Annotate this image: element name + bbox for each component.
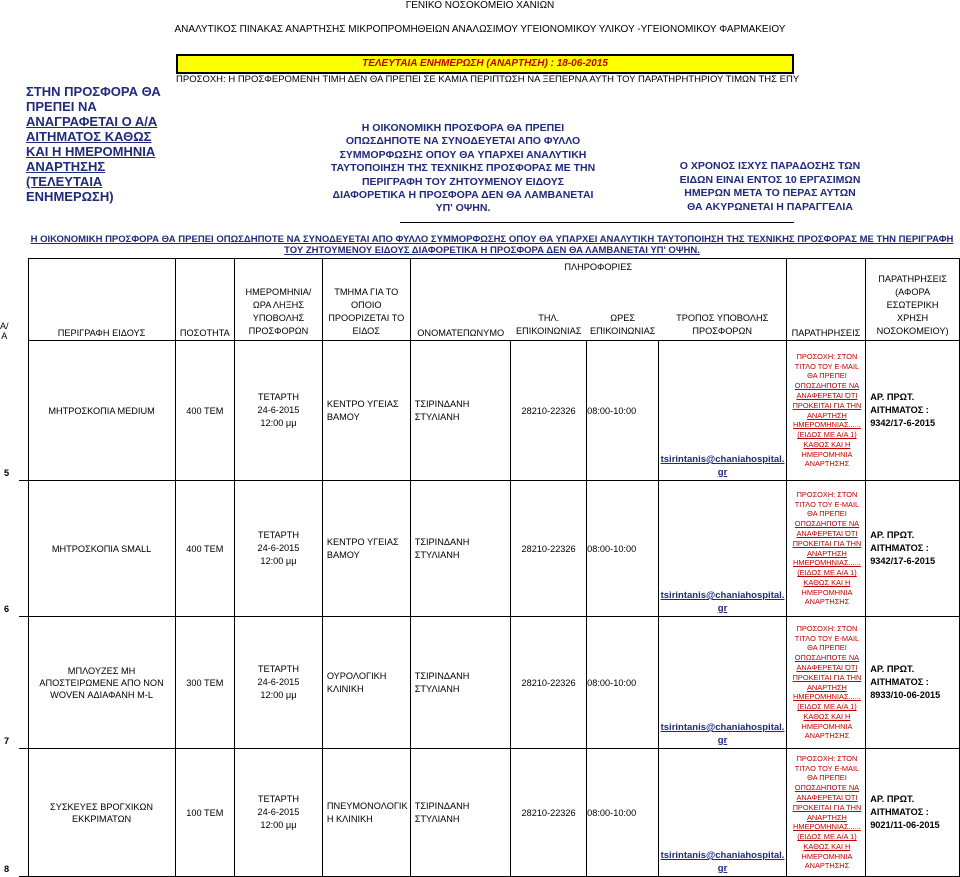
item-deadline: 12:00 μμ xyxy=(260,690,297,700)
remark-line: ΠΡΟΣΟΧΗ: ΣΤΟΝ xyxy=(796,351,858,361)
item-deadline: ΤΕΤΑΡΤΗ xyxy=(257,664,300,674)
remark-line: (ΕΙΔΟΣ ΜΕ Α/Α 1) xyxy=(797,430,857,440)
row-number: 6 xyxy=(4,604,10,614)
contact-name: ΤΣΙΡΙΝΔΑΝΗ xyxy=(414,670,470,681)
request-protocol: ΑΙΤΗΜΑΤΟΣ : xyxy=(870,807,929,817)
col-submit: ΤΡΟΠΟΣ ΥΠΟΒΟΛΗΣ xyxy=(676,313,769,323)
remark-line: ΑΝΑΦΕΡΕΤΑΙ ΌΤΙ xyxy=(796,390,858,400)
item-department: ΒΑΜΟΥ xyxy=(326,549,360,560)
request-protocol: ΑΙΤΗΜΑΤΟΣ : xyxy=(870,405,929,415)
col-remarks: ΠΑΡΑΤΗΡΗΣΕΙΣ xyxy=(791,328,861,338)
row-number: 5 xyxy=(4,468,10,478)
email-link-text: gr xyxy=(717,863,728,874)
table-row xyxy=(19,749,960,877)
email-link-text: tsirintanis@chaniahospital. xyxy=(660,454,785,465)
col-remarks2: ΠΑΡΑΤΗΡΗΣΕΙΣ xyxy=(878,274,947,284)
email-link[interactable] xyxy=(659,849,785,875)
email-link-text: gr xyxy=(717,467,728,478)
left-note-line: ΑΙΤΗΜΑΤΟΣ ΚΑΘΩΣ xyxy=(26,129,152,144)
center-note-line: ΠΕΡΙΓΡΑΦΗ ΤΟΥ ΖΗΤΟΥΜΕΝΟΥ ΕΙΔΟΥΣ xyxy=(361,175,565,188)
item-description: ΜΠΛΟΥΖΕΣ ΜΗ xyxy=(67,665,136,676)
email-link[interactable] xyxy=(659,589,785,615)
item-quantity: 100 ΤΕΜ xyxy=(186,807,224,818)
remark-line: ΑΝΑΦΕΡΕΤΑΙ ΌΤΙ xyxy=(796,792,858,802)
item-department: ΚΛΙΝΙΚΗ xyxy=(326,683,364,694)
remark-line: ΘΑ ΠΡΕΠΕΙ xyxy=(807,509,847,519)
col-phone: ΤΗΛ. xyxy=(538,313,560,323)
remark-line: ΑΝΑΡΤΗΣΗ xyxy=(807,682,847,692)
request-protocol: ΑΙΤΗΜΑΤΟΣ : xyxy=(870,677,929,687)
contact-name: ΣΤΥΛΙΑΝΗ xyxy=(414,813,460,824)
page-subtitle: ΑΝΑΛΥΤΙΚΟΣ ΠΙΝΑΚΑΣ ΑΝΑΡΤΗΣΗΣ ΜΙΚΡΟΠΡΟΜΗΘΕΙΩΝ ΑΝΑΛΩΣΙΜΟΥ ΥΓΕΙΟΝΟΜΙΚΟΥ ΥΛΙΚΟΥ -ΥΓΕΙΟΝΟΜΙΚΟΥ ΦΑΡΜΑΚΕΙΟΥ xyxy=(174,24,786,35)
item-deadline: 12:00 μμ xyxy=(260,820,297,830)
remark-line: ΤΙΤΛΟ ΤΟΥ E-MAIL xyxy=(794,763,860,773)
col-dept: ΠΡΟΟΡΙΖΕΤΑΙ ΤΟ xyxy=(328,313,405,323)
remark-line: ΚΑΘΩΣ ΚΑΙ Η xyxy=(803,711,851,721)
item-deadline: ΤΕΤΑΡΤΗ xyxy=(257,794,300,804)
request-protocol: 8933/10-06-2015 xyxy=(870,690,941,700)
item-department: Η ΚΛΙΝΙΚΗ xyxy=(326,813,373,824)
item-deadline: 24-6-2015 xyxy=(257,807,300,817)
table-row xyxy=(19,341,960,481)
email-link-text: gr xyxy=(717,603,728,614)
item-department: ΚΕΝΤΡΟ ΥΓΕΙΑΣ xyxy=(326,398,399,409)
left-note-line: ΑΝΑΓΡΑΦΕΤΑΙ Ο Α/Α xyxy=(26,114,158,129)
contact-name: ΤΣΙΡΙΝΔΑΝΗ xyxy=(414,398,470,409)
col-deadline: ΗΜΕΡΟΜΗΝΙΑ/ xyxy=(245,287,312,297)
request-protocol: 9021/11-06-2015 xyxy=(870,820,940,830)
last-update-text: ΤΕΛΕΥΤΑΙΑ ΕΝΗΜΕΡΩΣΗ (ΑΝΑΡΤΗΣΗ) : 18-06-2015 xyxy=(362,58,608,69)
left-note-line: ΣΤΗΝ ΠΡΟΣΦΟΡΑ ΘΑ xyxy=(26,84,161,99)
remark-line: ΘΑ ΠΡΕΠΕΙ xyxy=(807,643,847,653)
item-deadline: ΤΕΤΑΡΤΗ xyxy=(257,530,300,540)
request-protocol: ΑΡ. ΠΡΩΤ. xyxy=(870,664,915,674)
col-remarks2: ΕΣΩΤΕΡΙΚΗ xyxy=(886,300,939,310)
remark-line: ΟΠΩΣΔΗΠΟΤΕ ΝΑ xyxy=(794,653,860,663)
remark-line: ΚΑΘΩΣ ΚΑΙ Η xyxy=(803,577,851,587)
remark-line: ΗΜΕΡΟΜΗΝΙΑ xyxy=(801,587,853,597)
remark-line: ΑΝΑΦΕΡΕΤΑΙ ΌΤΙ xyxy=(796,528,858,538)
item-deadline: 24-6-2015 xyxy=(257,677,300,687)
contact-hours: 08:00-10:00 xyxy=(587,677,637,688)
remark-line: ΑΝΑΡΤΗΣΗ xyxy=(807,812,847,822)
remark-line: ΤΙΤΛΟ ΤΟΥ E-MAIL xyxy=(794,499,860,509)
item-description: ΜΗΤΡΟΣΚΟΠΙΑ MEDIUM xyxy=(48,405,155,416)
remark-line: (ΕΙΔΟΣ ΜΕ Α/Α 1) xyxy=(797,568,857,578)
remark-line: ΘΑ ΠΡΕΠΕΙ xyxy=(807,371,847,381)
email-link[interactable] xyxy=(659,453,785,479)
item-department: ΒΑΜΟΥ xyxy=(326,411,360,422)
center-note-line: ΟΠΩΣΔΗΠΟΤΕ ΝΑ ΣΥΝΟΔΕΥΕΤΑΙ ΑΠΟ ΦΥΛΛΟ xyxy=(345,135,581,148)
center-note xyxy=(330,122,596,216)
remark-line: ΠΡΟΣΟΧΗ: ΣΤΟΝ xyxy=(796,489,858,499)
remark-line: ΗΜΕΡΟΜΗΝΙΑΣ...... xyxy=(793,692,861,702)
col-dept: ΕΙΔΟΣ xyxy=(352,326,380,336)
notice-line: ΤΟΥ ΖΗΤΟΥΜΕΝΟΥ ΕΙΔΟΥΣ ΔΙΑΦΟΡΕΤΙΚΑ Η ΠΡΟΣΦΟΡΑ ΔΕΝ ΘΑ ΛΑΜΒΑΝΕΤΑΙ ΥΠ' ΟΨΗΝ. xyxy=(284,245,700,256)
right-note-line: Ο ΧΡΟΝΟΣ ΙΣΧΥΣ ΠΑΡΑΔΟΣΗΣ ΤΩΝ xyxy=(679,160,861,172)
item-description: ΜΗΤΡΟΣΚΟΠΙΑ SMALL xyxy=(51,543,152,554)
left-note-line: ΑΝΑΡΤΗΣΗΣ xyxy=(26,159,106,174)
center-note-line: Η ΟΙΚΟΝΟΜΙΚΗ ΠΡΟΣΦΟΡΑ ΘΑ ΠΡΕΠΕΙ xyxy=(361,122,565,134)
center-note-line: ΔΙΑΦΟΡΕΤΙΚΑ Η ΠΡΟΣΦΟΡΑ ΔΕΝ ΘΑ ΛΑΜΒΑΝΕΤΑΙ xyxy=(332,189,594,202)
col-hours: ΩΡΕΣ xyxy=(610,313,636,323)
price-warning: ΠΡΟΣΟΧΗ: Η ΠΡΟΣΦΕΡΟΜΕΝΗ ΤΙΜΗ ΔΕΝ ΘΑ ΠΡΕΠΕΙ ΣΕ ΚΑΜΙΑ ΠΕΡΙΠΤΩΣΗ ΝΑ ΞΕΠΕΡΝΑ ΑΥΤΗ ΤΟΥ ΠΑΡΑΤΗΡΗΤΗΡΙΟΥ ΤΙΜΩΝ ΤΗΣ ΕΠΥ xyxy=(176,74,800,85)
col-qty: ΠΟΣΟΤΗΤΑ xyxy=(179,328,230,338)
email-link-text: gr xyxy=(717,735,728,746)
right-note-line: ΗΜΕΡΩΝ ΜΕΤΑ ΤΟ ΠΕΡΑΣ ΑΥΤΩΝ xyxy=(684,187,856,200)
remark-line: ΟΠΩΣΔΗΠΟΤΕ ΝΑ xyxy=(794,519,860,529)
left-note-line: (ΤΕΛΕΥΤΑΙΑ xyxy=(26,174,103,189)
col-hours: ΕΠΙΚΟΙΝΩΝΙΑΣ xyxy=(590,326,656,336)
table-header xyxy=(19,259,960,341)
col-name: ΟΝΟΜΑΤΕΠΩΝΥΜΟ xyxy=(417,328,505,338)
email-link-text: tsirintanis@chaniahospital. xyxy=(660,590,785,601)
remark-line: ΑΝΑΡΤΗΣΗ xyxy=(807,548,847,558)
request-protocol: ΑΡ. ΠΡΩΤ. xyxy=(870,794,915,804)
item-department: ΟΥΡΟΛΟΓΙΚΗ xyxy=(326,670,387,681)
col-remarks2: (ΑΦΟΡΑ xyxy=(895,287,931,297)
col-info-group: ΠΛΗΡΟΦΟΡΙΕΣ xyxy=(564,262,633,272)
right-note-line: ΕΙΔΩΝ ΕΙΝΑΙ ΕΝΤΟΣ 10 ΕΡΓΑΣΙΜΩΝ xyxy=(679,173,861,186)
remark-line: ΠΡΟΣΟΧΗ: ΣΤΟΝ xyxy=(796,753,858,763)
notice-line: Η ΟΙΚΟΝΟΜΙΚΗ ΠΡΟΣΦΟΡΑ ΘΑ ΠΡΕΠΕΙ ΟΠΩΣΔΗΠΟΤΕ ΝΑ ΣΥΝΟΔΕΥΕΤΑΙ ΑΠΟ ΦΥΛΛΟ ΣΥΜΜΟΡΦΩΣΗΣ ΟΠΟΥ ΘΑ ΥΠΑΡΧΕΙ ΑΝΑΛΥΤΙΚΗ ΤΑΥΤΟΠΟΙΗΣΗ ΤΗΣ ΤΕΧΝΙΚΗΣ ΠΡΟΣΦΟΡΑΣ ΜΕ ΤΗΝ ΠΕΡΙΓΡΑΦΗ xyxy=(30,234,954,245)
request-protocol: 9342/17-6-2015 xyxy=(870,418,936,428)
remark-line: ΗΜΕΡΟΜΗΝΙΑ xyxy=(801,851,853,861)
item-quantity: 300 ΤΕΜ xyxy=(186,677,224,688)
request-protocol: ΑΡ. ΠΡΩΤ. xyxy=(870,392,915,402)
remark-line: ΑΝΑΡΤΗΣΗ xyxy=(807,410,847,420)
left-note-line: ΕΝΗΜΕΡΩΣΗ) xyxy=(26,189,114,204)
remark-line: ΑΝΑΡΤΗΣΗΣ xyxy=(804,731,850,741)
email-link-text: tsirintanis@chaniahospital. xyxy=(660,850,785,861)
remark-line: ΠΡΟΚΕΙΤΑΙ ΓΙΑ ΤΗΝ xyxy=(792,802,862,812)
center-note-line: ΥΠ' ΟΨΗΝ. xyxy=(435,202,491,215)
request-protocol: 9342/17-6-2015 xyxy=(870,556,936,566)
remark-line: ΗΜΕΡΟΜΗΝΙΑΣ...... xyxy=(793,822,861,832)
col-submit: ΠΡΟΣΦΟΡΩΝ xyxy=(692,326,753,336)
remark-line: ΤΙΤΛΟ ΤΟΥ E-MAIL xyxy=(794,633,860,643)
item-department: ΠΝΕΥΜΟΝΟΛΟΓΙΚ xyxy=(326,800,408,811)
remark-line: ΑΝΑΡΤΗΣΗΣ xyxy=(804,861,850,871)
remark-line: ΘΑ ΠΡΕΠΕΙ xyxy=(807,773,847,783)
remark-line: ΗΜΕΡΟΜΗΝΙΑΣ...... xyxy=(793,558,861,568)
offers-table xyxy=(0,258,960,877)
col-remarks2: ΧΡΗΣΗ xyxy=(896,313,929,323)
contact-phone: 28210-22326 xyxy=(521,405,576,416)
item-description: ΣΥΣΚΕΥΕΣ ΒΡΟΓΧΙΚΩΝ xyxy=(50,801,154,812)
col-deadline: ΠΡΟΣΦΟΡΩΝ xyxy=(248,326,309,336)
contact-hours: 08:00-10:00 xyxy=(587,405,637,416)
remark-line: ΠΡΟΚΕΙΤΑΙ ΓΙΑ ΤΗΝ xyxy=(792,672,862,682)
contact-name: ΣΤΥΛΙΑΝΗ xyxy=(414,549,460,560)
table-row xyxy=(19,617,960,749)
row-number: 8 xyxy=(4,864,10,874)
item-description: WOVEN ΑΔΙΑΦΑΝΗ M-L xyxy=(50,689,153,700)
notice xyxy=(24,234,960,256)
contact-phone: 28210-22326 xyxy=(521,677,576,688)
col-desc: ΠΕΡΙΓΡΑΦΗ ΕΙΔΟΥΣ xyxy=(57,328,146,338)
item-description: ΕΚΚΡΙΜΑΤΩΝ xyxy=(71,813,132,824)
left-note-line: ΚΑΙ Η ΗΜΕΡΟΜΗΝΙΑ xyxy=(26,144,156,159)
remark-line: ΠΡΟΚΕΙΤΑΙ ΓΙΑ ΤΗΝ xyxy=(792,400,862,410)
remark-line: ΑΝΑΦΕΡΕΤΑΙ ΌΤΙ xyxy=(796,662,858,672)
center-note-line: ΣΥΜΜΟΡΦΩΣΗΣ ΟΠΟΥ ΘΑ ΥΠΑΡΧΕΙ ΑΝΑΛΥΤΙΚΗ xyxy=(339,148,587,161)
request-protocol: ΑΡ. ΠΡΩΤ. xyxy=(870,530,915,540)
item-quantity: 400 ΤΕΜ xyxy=(186,543,224,554)
item-department: ΚΕΝΤΡΟ ΥΓΕΙΑΣ xyxy=(326,536,399,547)
item-deadline: 12:00 μμ xyxy=(260,418,297,428)
left-note-line: ΠΡΕΠΕΙ ΝΑ xyxy=(26,99,97,114)
contact-name: ΤΣΙΡΙΝΔΑΝΗ xyxy=(414,800,470,811)
row-number: 7 xyxy=(4,736,10,746)
col-deadline: ΩΡΑ ΛΗΞΗΣ xyxy=(252,300,304,310)
remark-line: ΠΡΟΚΕΙΤΑΙ ΓΙΑ ΤΗΝ xyxy=(792,538,862,548)
remark-line: ΟΠΩΣΔΗΠΟΤΕ ΝΑ xyxy=(794,783,860,793)
item-deadline: 24-6-2015 xyxy=(257,543,300,553)
contact-hours: 08:00-10:00 xyxy=(587,543,637,554)
remark-line: ΑΝΑΡΤΗΣΗΣ xyxy=(804,597,850,607)
remark-line: ΑΝΑΡΤΗΣΗΣ xyxy=(804,459,850,469)
right-note-line: ΘΑ ΑΚΥΡΩΝΕΤΑΙ Η ΠΑΡΑΓΓΕΛΙΑ xyxy=(687,201,853,214)
col-dept: ΟΠΟΙΟ xyxy=(350,300,382,310)
col-dept: ΤΜΗΜΑ ΓΙΑ ΤΟ xyxy=(334,287,399,297)
hospital-title: ΓΕΝΙΚΟ ΝΟΣΟΚΟΜΕΙΟ ΧΑΝΙΩΝ xyxy=(405,0,555,11)
center-note-line: ΤΑΥΤΟΠΟΙΗΣΗ ΤΗΣ ΤΕΧΝΙΚΗΣ ΠΡΟΣΦΟΡΑΣ ΜΕ ΤΗΝ xyxy=(330,162,596,175)
col-remarks2: ΝΟΣΟΚΟΜΕΙΟΥ) xyxy=(876,326,949,336)
email-link[interactable] xyxy=(659,721,785,747)
remark-line: ΟΠΩΣΔΗΠΟΤΕ ΝΑ xyxy=(794,381,860,391)
remark-line: ΚΑΘΩΣ ΚΑΙ Η xyxy=(803,439,851,449)
remark-line: ΗΜΕΡΟΜΗΝΙΑΣ...... xyxy=(793,420,861,430)
divider xyxy=(400,222,794,223)
right-note xyxy=(640,160,900,215)
item-deadline: ΤΕΤΑΡΤΗ xyxy=(257,392,300,402)
last-update-banner xyxy=(176,54,794,74)
table-row xyxy=(19,481,960,617)
remark-line: ΗΜΕΡΟΜΗΝΙΑ xyxy=(801,449,853,459)
col-aa: Α/Α xyxy=(0,320,9,341)
left-note xyxy=(26,84,176,204)
item-description: ΑΠΟΣΤΕΙΡΩΜΕΝΕ ΑΠΟ ΝΟΝ xyxy=(39,677,164,688)
contact-phone: 28210-22326 xyxy=(521,807,576,818)
remark-line: ΠΡΟΣΟΧΗ: ΣΤΟΝ xyxy=(796,623,858,633)
remark-line: ΗΜΕΡΟΜΗΝΙΑ xyxy=(801,721,853,731)
item-quantity: 400 ΤΕΜ xyxy=(186,405,224,416)
col-deadline: ΥΠΟΒΟΛΗΣ xyxy=(252,313,305,323)
remark-line: (ΕΙΔΟΣ ΜΕ Α/Α 1) xyxy=(797,832,857,842)
contact-phone: 28210-22326 xyxy=(521,543,576,554)
remark-line: (ΕΙΔΟΣ ΜΕ Α/Α 1) xyxy=(797,702,857,712)
contact-name: ΣΤΥΛΙΑΝΗ xyxy=(414,411,460,422)
contact-name: ΤΣΙΡΙΝΔΑΝΗ xyxy=(414,536,470,547)
contact-hours: 08:00-10:00 xyxy=(587,807,637,818)
email-link-text: tsirintanis@chaniahospital. xyxy=(660,722,785,733)
col-phone: ΕΠΙΚΟΙΝΩΝΙΑΣ xyxy=(516,326,582,336)
remark-line: ΚΑΘΩΣ ΚΑΙ Η xyxy=(803,841,851,851)
request-protocol: ΑΙΤΗΜΑΤΟΣ : xyxy=(870,543,929,553)
item-deadline: 12:00 μμ xyxy=(260,556,297,566)
remark-line: ΤΙΤΛΟ ΤΟΥ E-MAIL xyxy=(794,361,860,371)
item-deadline: 24-6-2015 xyxy=(257,405,300,415)
contact-name: ΣΤΥΛΙΑΝΗ xyxy=(414,683,460,694)
